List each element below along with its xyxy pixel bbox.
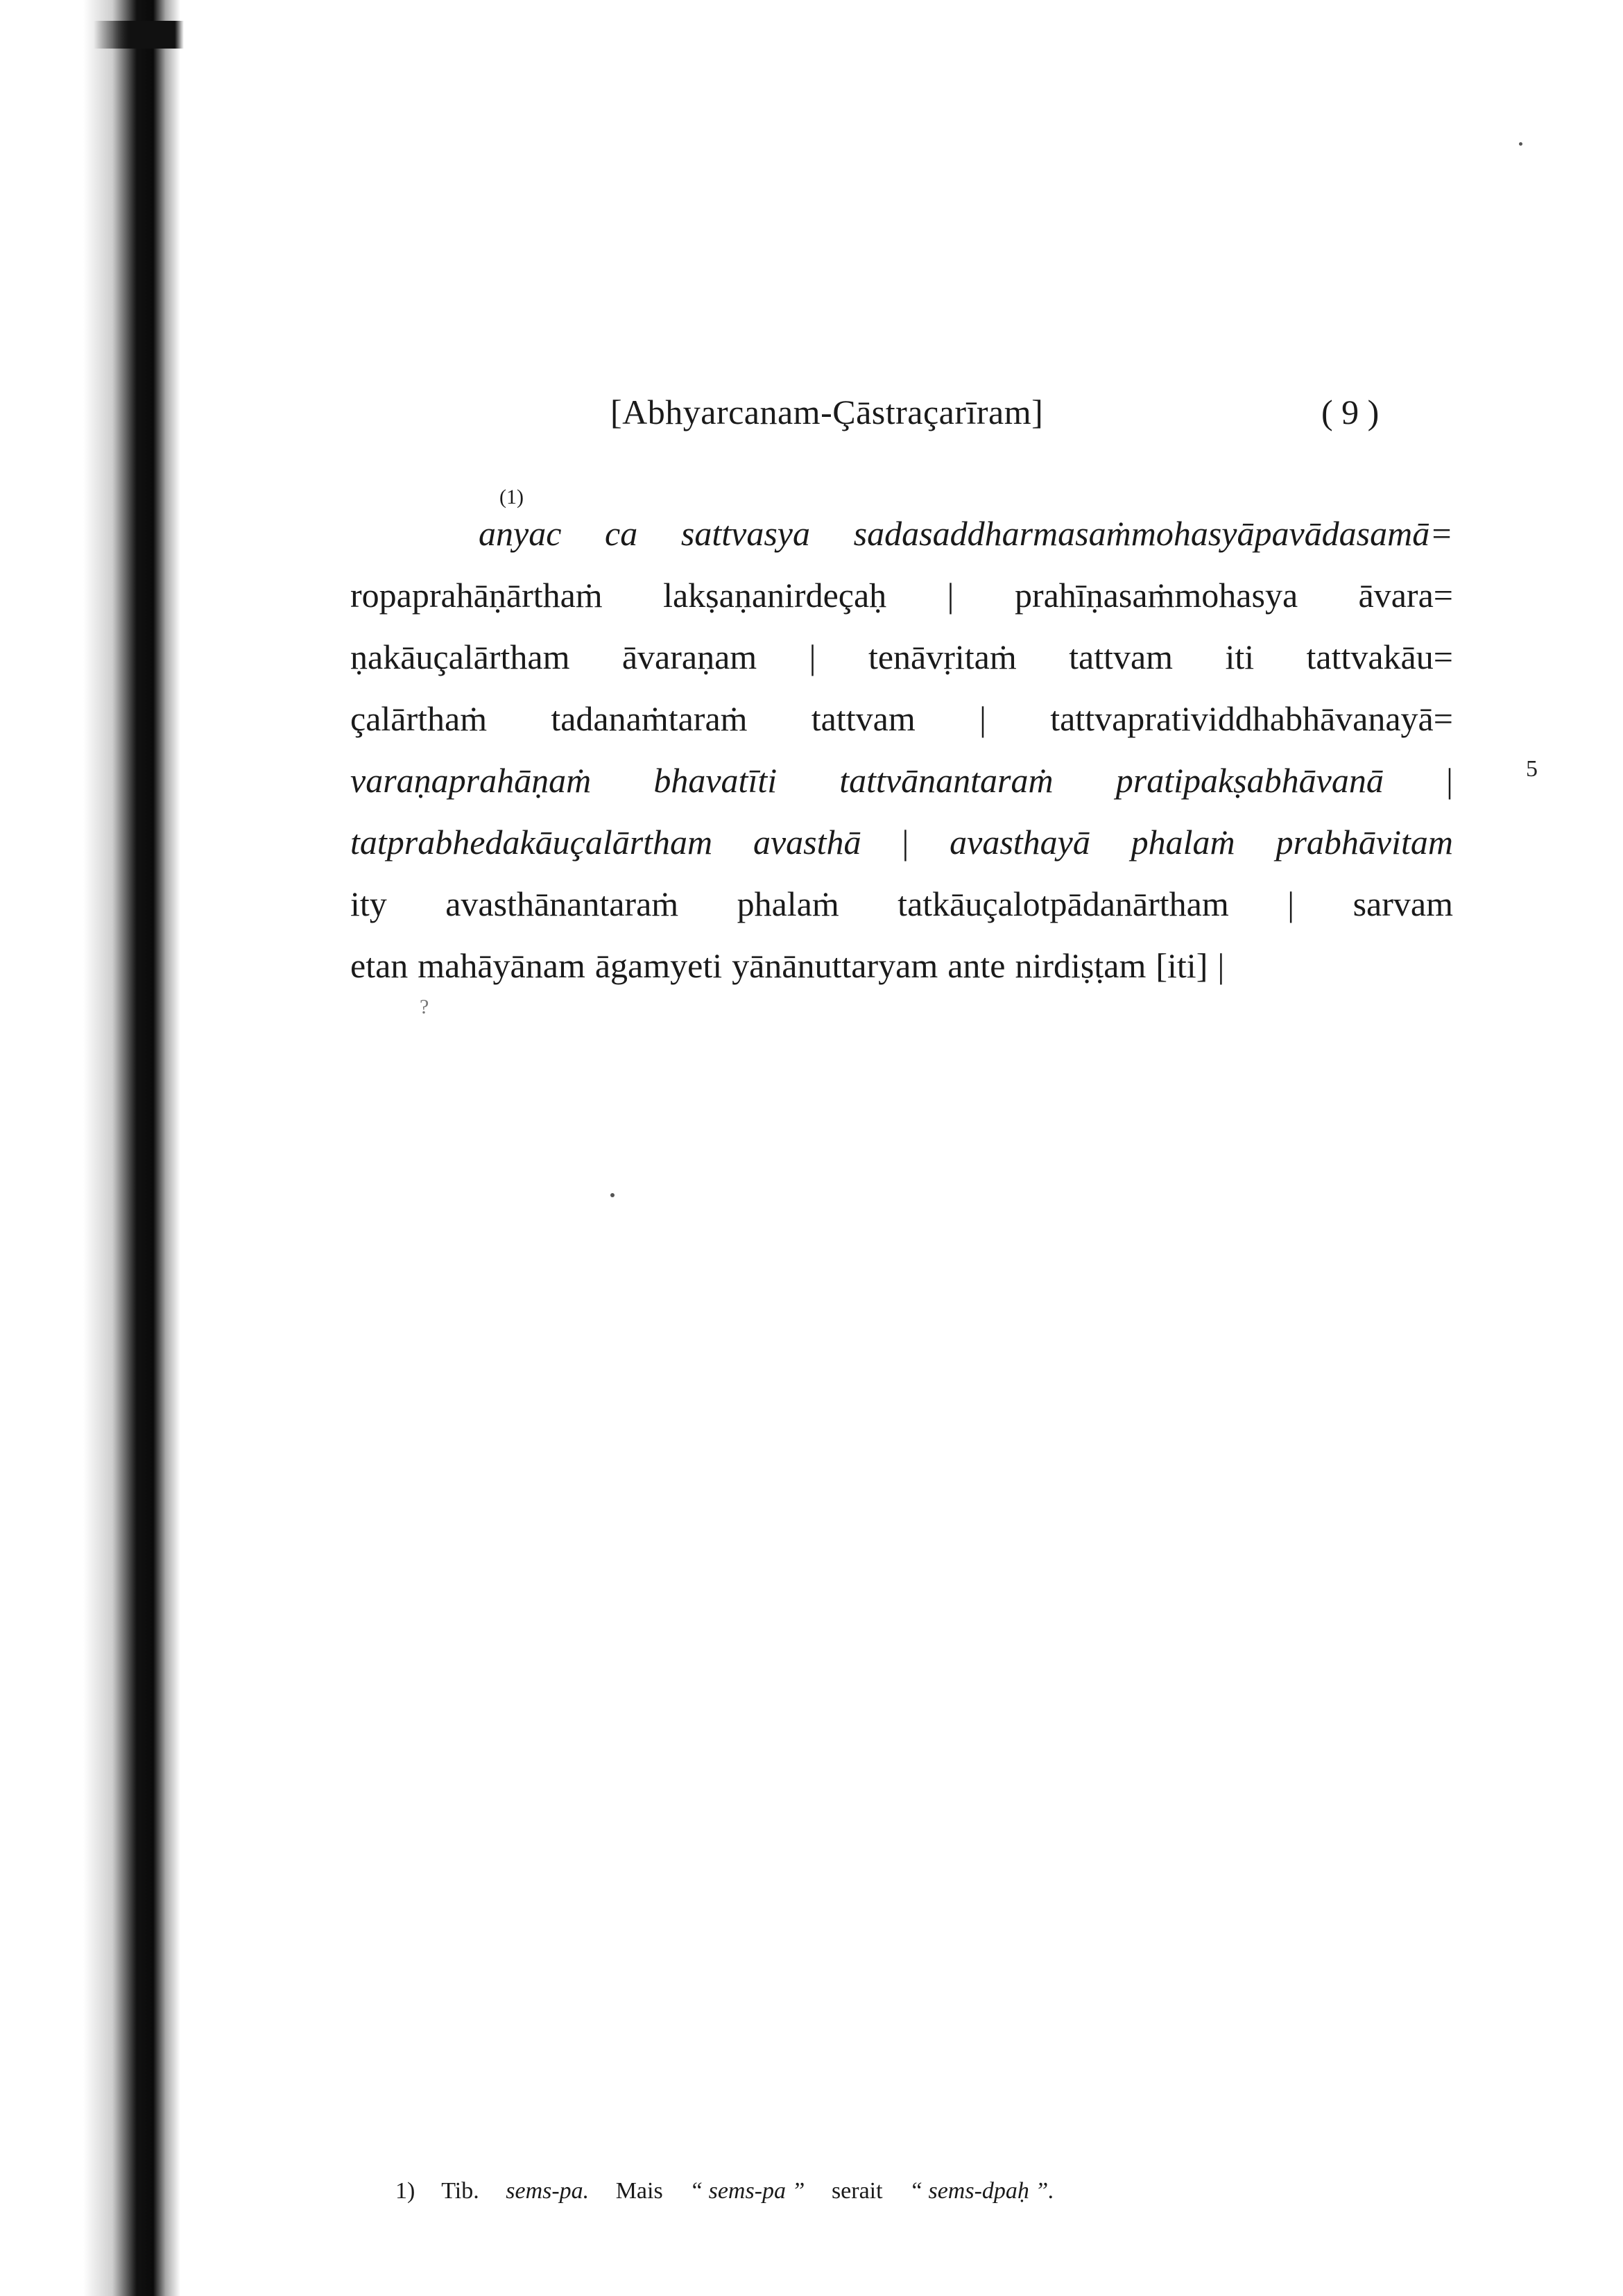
word: tatprabhedakāuçalārtham [350, 823, 713, 862]
footnote-term: “ sems-pa ” [689, 2178, 805, 2204]
word: anyac [479, 514, 562, 553]
word: tatkāuçalotpādanārtham [898, 884, 1229, 923]
word: lakṣaṇanirdeçaḥ [663, 576, 887, 615]
book-spine-shadow [83, 0, 180, 2296]
word: ropaprahāṇārthaṁ [350, 576, 603, 615]
text-line-8 [350, 935, 1453, 997]
word: pratipakṣabhāvanā [1115, 761, 1384, 800]
footnote-term: sems-pa. [506, 2178, 590, 2204]
word: tadanaṁtaraṁ [551, 699, 748, 738]
word: ante [947, 946, 1006, 985]
word: mahāyānam [418, 946, 585, 985]
word: āgamyeti [594, 946, 723, 985]
danda: | [979, 699, 986, 738]
text-line-5 [350, 750, 1453, 812]
word: etan [350, 946, 409, 985]
word: avasthānantaraṁ [445, 884, 679, 923]
word: [iti] [1156, 946, 1208, 985]
word: phalaṁ [737, 884, 839, 923]
word: tattvam [811, 699, 916, 738]
word: prabhāvitam [1276, 823, 1453, 862]
danda: | [809, 637, 816, 676]
text-line-4 [350, 688, 1453, 750]
word: tattvakāu= [1306, 637, 1453, 676]
word: varaṇaprahāṇaṁ [350, 761, 592, 800]
word: phalaṁ [1131, 823, 1235, 862]
footnote-number: 1) [395, 2178, 415, 2204]
word: ṇakāuçalārtham [350, 637, 570, 676]
word: prahīṇasaṁmohasya [1014, 576, 1298, 615]
word: tattvam [1069, 637, 1174, 676]
text-line-3 [350, 626, 1453, 688]
word: nirdiṣṭam [1015, 946, 1147, 985]
word: sattvasya [680, 514, 810, 553]
word: tenāvṛitaṁ [868, 637, 1017, 676]
word: āvara= [1358, 576, 1453, 615]
speck [610, 1193, 615, 1197]
word: çalārthaṁ [350, 699, 488, 738]
word: sarvam [1352, 884, 1453, 923]
word: tattvapratividdhabhāvanayā= [1050, 699, 1453, 738]
text-line-7 [350, 873, 1453, 935]
word: avasthā [753, 823, 861, 862]
text-line-2 [350, 565, 1453, 626]
danda: | [902, 823, 909, 862]
footnote-text: serait [831, 2178, 883, 2204]
footnote-term: “ sems-dpaḥ ”. [909, 2178, 1054, 2204]
book-spine-top [94, 21, 184, 49]
footnote [395, 2178, 1075, 2204]
page-number: ( 9 ) [1321, 393, 1380, 431]
footnote-reference-marker: (1) [499, 486, 524, 508]
speck [1519, 142, 1522, 146]
word: bhavatīti [653, 761, 778, 800]
margin-line-number: 5 [1526, 756, 1538, 782]
word: sadasaddharmasaṁmohasyāpavādasamā= [853, 514, 1453, 553]
footnote-text: Mais [615, 2178, 663, 2204]
word: ity [350, 884, 387, 923]
body-text [350, 503, 1453, 997]
danda: | [1287, 884, 1295, 923]
danda: | [947, 576, 954, 615]
word: avasthayā [950, 823, 1090, 862]
text-line-6 [350, 812, 1453, 873]
text-line-1 [350, 503, 1453, 565]
word: ca [605, 514, 638, 553]
page-header-title: [Abhyarcanam-Çāstraçarīram] [610, 393, 1044, 431]
margin-query-mark: ? [420, 995, 429, 1018]
word: āvaraṇam [621, 637, 757, 676]
word: yānānuttaryam [732, 946, 938, 985]
danda: | [1217, 946, 1225, 985]
danda: | [1445, 761, 1453, 800]
word: tattvānantaraṁ [839, 761, 1054, 800]
footnote-text: Tib. [441, 2178, 479, 2204]
word: iti [1225, 637, 1255, 676]
